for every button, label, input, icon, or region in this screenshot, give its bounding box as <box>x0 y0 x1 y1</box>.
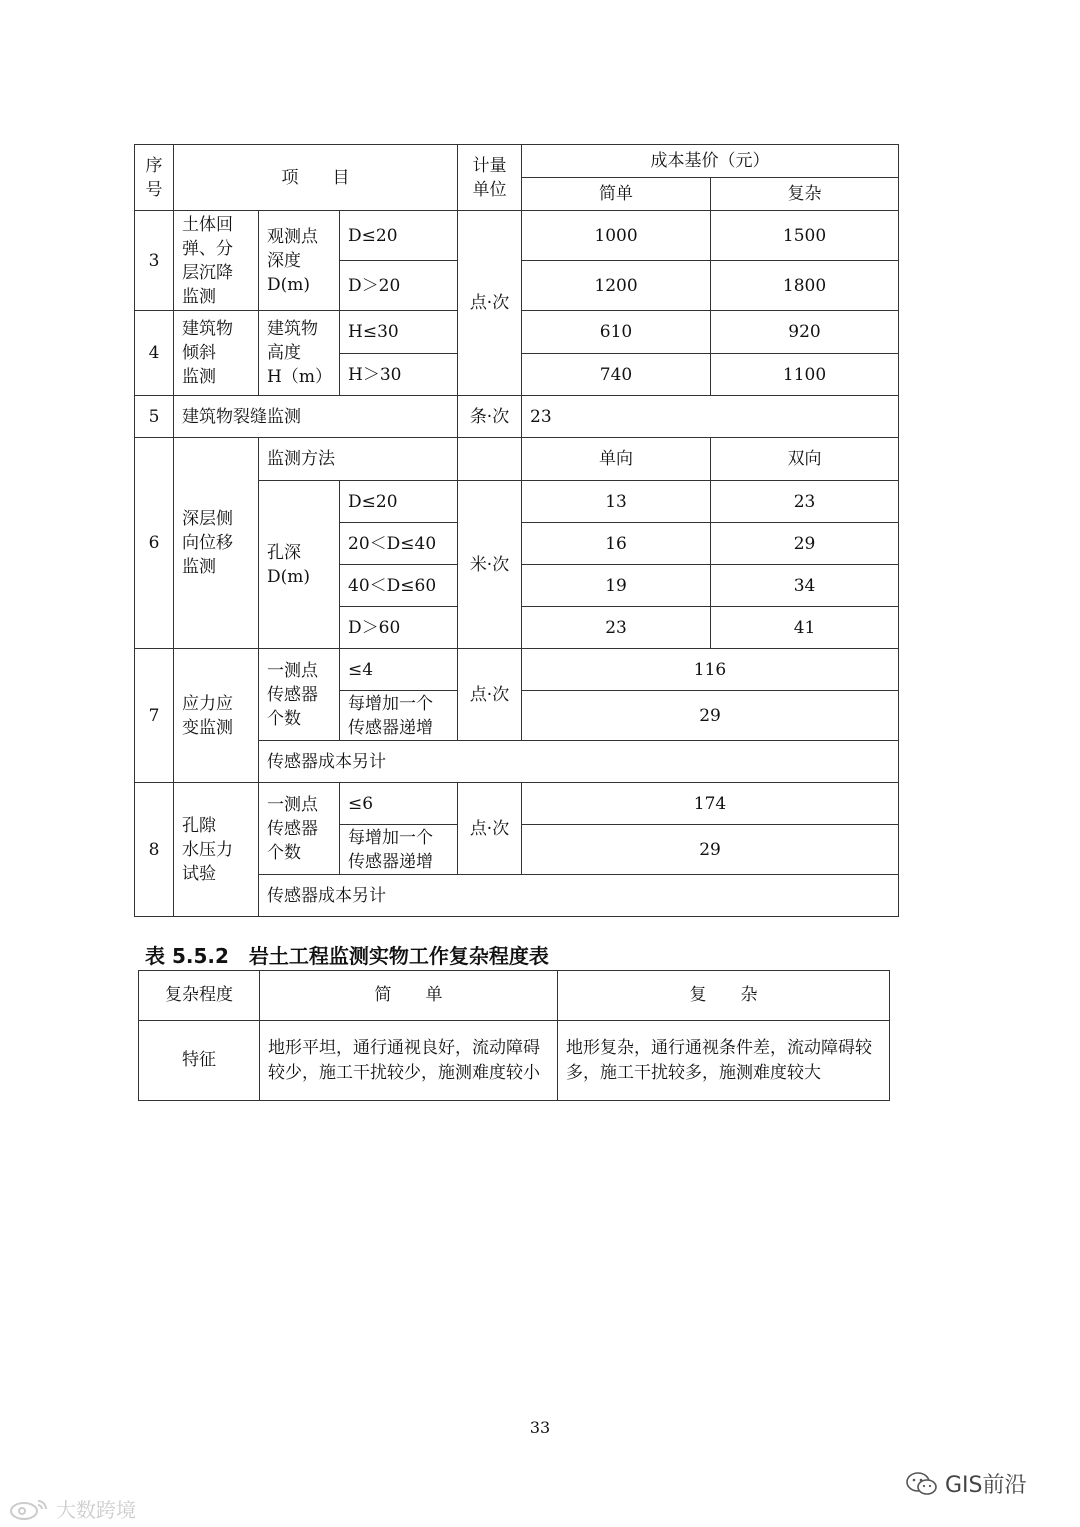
row4-complex2: 1100 <box>711 354 899 396</box>
watermark-gis <box>905 1468 1027 1499</box>
weibo-logo-icon <box>8 1497 52 1521</box>
row7-cond1: ≤4 <box>340 649 458 691</box>
row5-value: 23 <box>522 396 899 438</box>
row7-cond2: 每增加一个 传感器递增 <box>340 691 458 741</box>
row7-note: 传感器成本另计 <box>259 741 899 783</box>
row4-simple2: 740 <box>522 354 711 396</box>
row6-double: 双向 <box>711 438 899 481</box>
row7-sub: 一测点 传感器 个数 <box>259 649 340 741</box>
row3-cond1: D≤20 <box>340 211 458 261</box>
wechat-icon <box>905 1471 939 1497</box>
row3-complex1: 1500 <box>711 211 899 261</box>
watermark-dashu <box>8 1494 136 1523</box>
row6-seq: 6 <box>135 438 174 649</box>
row6-single: 单向 <box>522 438 711 481</box>
row5-unit: 条·次 <box>458 396 522 438</box>
row8-seq: 8 <box>135 783 174 917</box>
watermark-gis-text: GIS前沿 <box>945 1473 1027 1498</box>
header-complex: 复杂 <box>711 178 899 211</box>
row4-item: 建筑物 倾斜 监测 <box>174 311 259 396</box>
row6-sub: 孔深 D(m) <box>259 481 340 649</box>
header-cost: 成本基价（元） <box>522 145 899 178</box>
row3-simple1: 1000 <box>522 211 711 261</box>
row7-seq: 7 <box>135 649 174 783</box>
row4-cond2: H＞30 <box>340 354 458 396</box>
t2-header-level: 复杂程度 <box>139 971 260 1021</box>
t2-header-simple: 简 单 <box>260 971 558 1021</box>
page-number: 33 <box>529 1418 551 1437</box>
row4-complex1: 920 <box>711 311 899 354</box>
row8-unit: 点·次 <box>458 783 522 875</box>
unit-points: 点·次 <box>458 211 522 396</box>
row6-complex4: 41 <box>711 607 899 649</box>
row6-cond1: D≤20 <box>340 481 458 523</box>
table-caption: 表 5.5.2 岩土工程监测实物工作复杂程度表 <box>145 944 549 968</box>
row7-val2: 29 <box>522 691 899 741</box>
row7-item: 应力应 变监测 <box>174 649 259 783</box>
row6-simple2: 16 <box>522 523 711 565</box>
row6-complex3: 34 <box>711 565 899 607</box>
t2-header-complex: 复 杂 <box>558 971 890 1021</box>
header-seq: 序 号 <box>135 145 174 211</box>
row8-sub: 一测点 传感器 个数 <box>259 783 340 875</box>
row4-sub: 建筑物 高度 H（m） <box>259 311 340 396</box>
row5-seq: 5 <box>135 396 174 438</box>
row3-cond2: D＞20 <box>340 261 458 311</box>
header-simple: 简单 <box>522 178 711 211</box>
t2-complex-text: 地形复杂，通行通视条件差，流动障碍较多，施工干扰较多，施测难度较大 <box>558 1021 890 1101</box>
row3-complex2: 1800 <box>711 261 899 311</box>
row6-item: 深层侧 向位移 监测 <box>174 438 259 649</box>
complexity-table <box>138 970 890 1101</box>
monitoring-cost-table <box>134 144 899 917</box>
row8-note: 传感器成本另计 <box>259 875 899 917</box>
row6-method-label: 监测方法 <box>259 438 458 481</box>
row3-simple2: 1200 <box>522 261 711 311</box>
row8-item: 孔隙 水压力 试验 <box>174 783 259 917</box>
row8-cond2: 每增加一个 传感器递增 <box>340 825 458 875</box>
watermark-dashu-text: 大数跨境 <box>56 1498 136 1522</box>
row6-simple4: 23 <box>522 607 711 649</box>
row3-sub: 观测点 深度 D(m) <box>259 211 340 311</box>
row5-item: 建筑物裂缝监测 <box>174 396 458 438</box>
t2-row-label: 特征 <box>139 1021 260 1101</box>
row7-val1: 116 <box>522 649 899 691</box>
row8-val2: 29 <box>522 825 899 875</box>
row6-unit-empty <box>458 438 522 481</box>
row6-cond2: 20＜D≤40 <box>340 523 458 565</box>
row8-val1: 174 <box>522 783 899 825</box>
row6-cond4: D＞60 <box>340 607 458 649</box>
row6-unit: 米·次 <box>458 481 522 649</box>
row6-complex1: 23 <box>711 481 899 523</box>
row6-cond3: 40＜D≤60 <box>340 565 458 607</box>
row7-unit: 点·次 <box>458 649 522 741</box>
row4-seq: 4 <box>135 311 174 396</box>
row6-simple1: 13 <box>522 481 711 523</box>
row4-simple1: 610 <box>522 311 711 354</box>
row8-cond1: ≤6 <box>340 783 458 825</box>
row4-cond1: H≤30 <box>340 311 458 354</box>
row6-simple3: 19 <box>522 565 711 607</box>
row6-complex2: 29 <box>711 523 899 565</box>
row3-seq: 3 <box>135 211 174 311</box>
header-item: 项 目 <box>174 145 458 211</box>
header-unit: 计量 单位 <box>458 145 522 211</box>
row3-item: 土体回 弹、分 层沉降 监测 <box>174 211 259 311</box>
t2-simple-text: 地形平坦，通行通视良好，流动障碍较少，施工干扰较少，施测难度较小 <box>260 1021 558 1101</box>
